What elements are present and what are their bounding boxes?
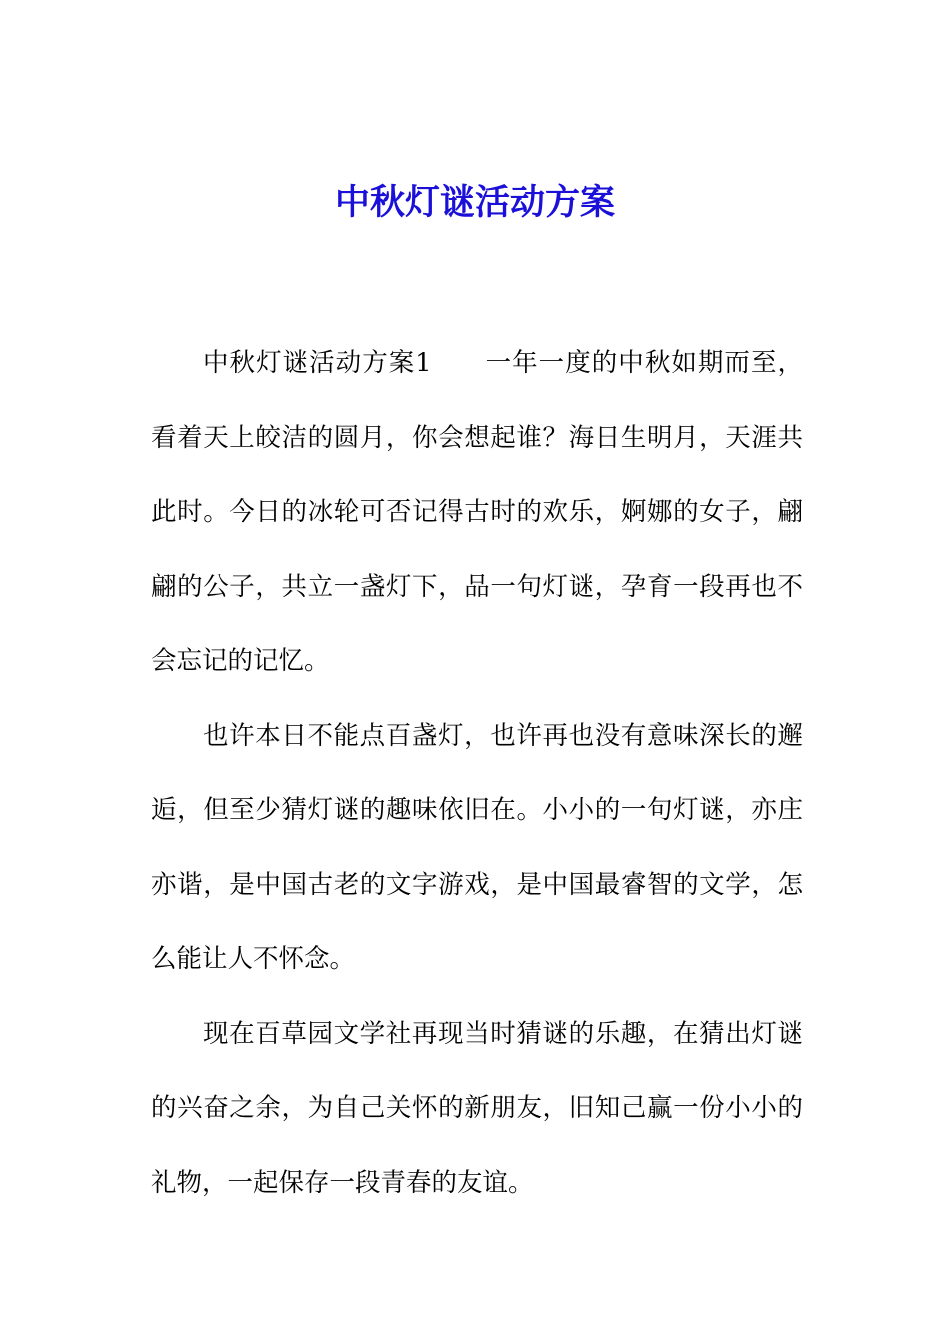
paragraph-3: 现在百草园文学社再现当时猜谜的乐趣，在猜出灯谜的兴奋之余，为自己关怀的新朋友，旧知己赢一份小小的礼物，一起保存一段青春的友谊。 — [151, 1018, 803, 1198]
paragraph-1: 中秋灯谜活动方案1 一年一度的中秋如期而至，看着天上皎洁的圆月，你会想起谁？海日生明月，天涯共此时。今日的冰轮可否记得古时的欢乐，婀娜的女子，翩翩的公子，共立一盏灯下，品一句灯谜，孕育一段再也不会忘记的记忆。 — [151, 348, 803, 676]
document-body — [151, 326, 803, 1220]
paragraph-2: 也许本日不能点百盏灯，也许再也没有意味深长的邂逅，但至少猜灯谜的趣味依旧在。小小的一句灯谜，亦庄亦谐，是中国古老的文字游戏，是中国最睿智的文学，怎么能让人不怀念。 — [151, 720, 803, 974]
document-title: 中秋灯谜活动方案 — [334, 182, 615, 223]
